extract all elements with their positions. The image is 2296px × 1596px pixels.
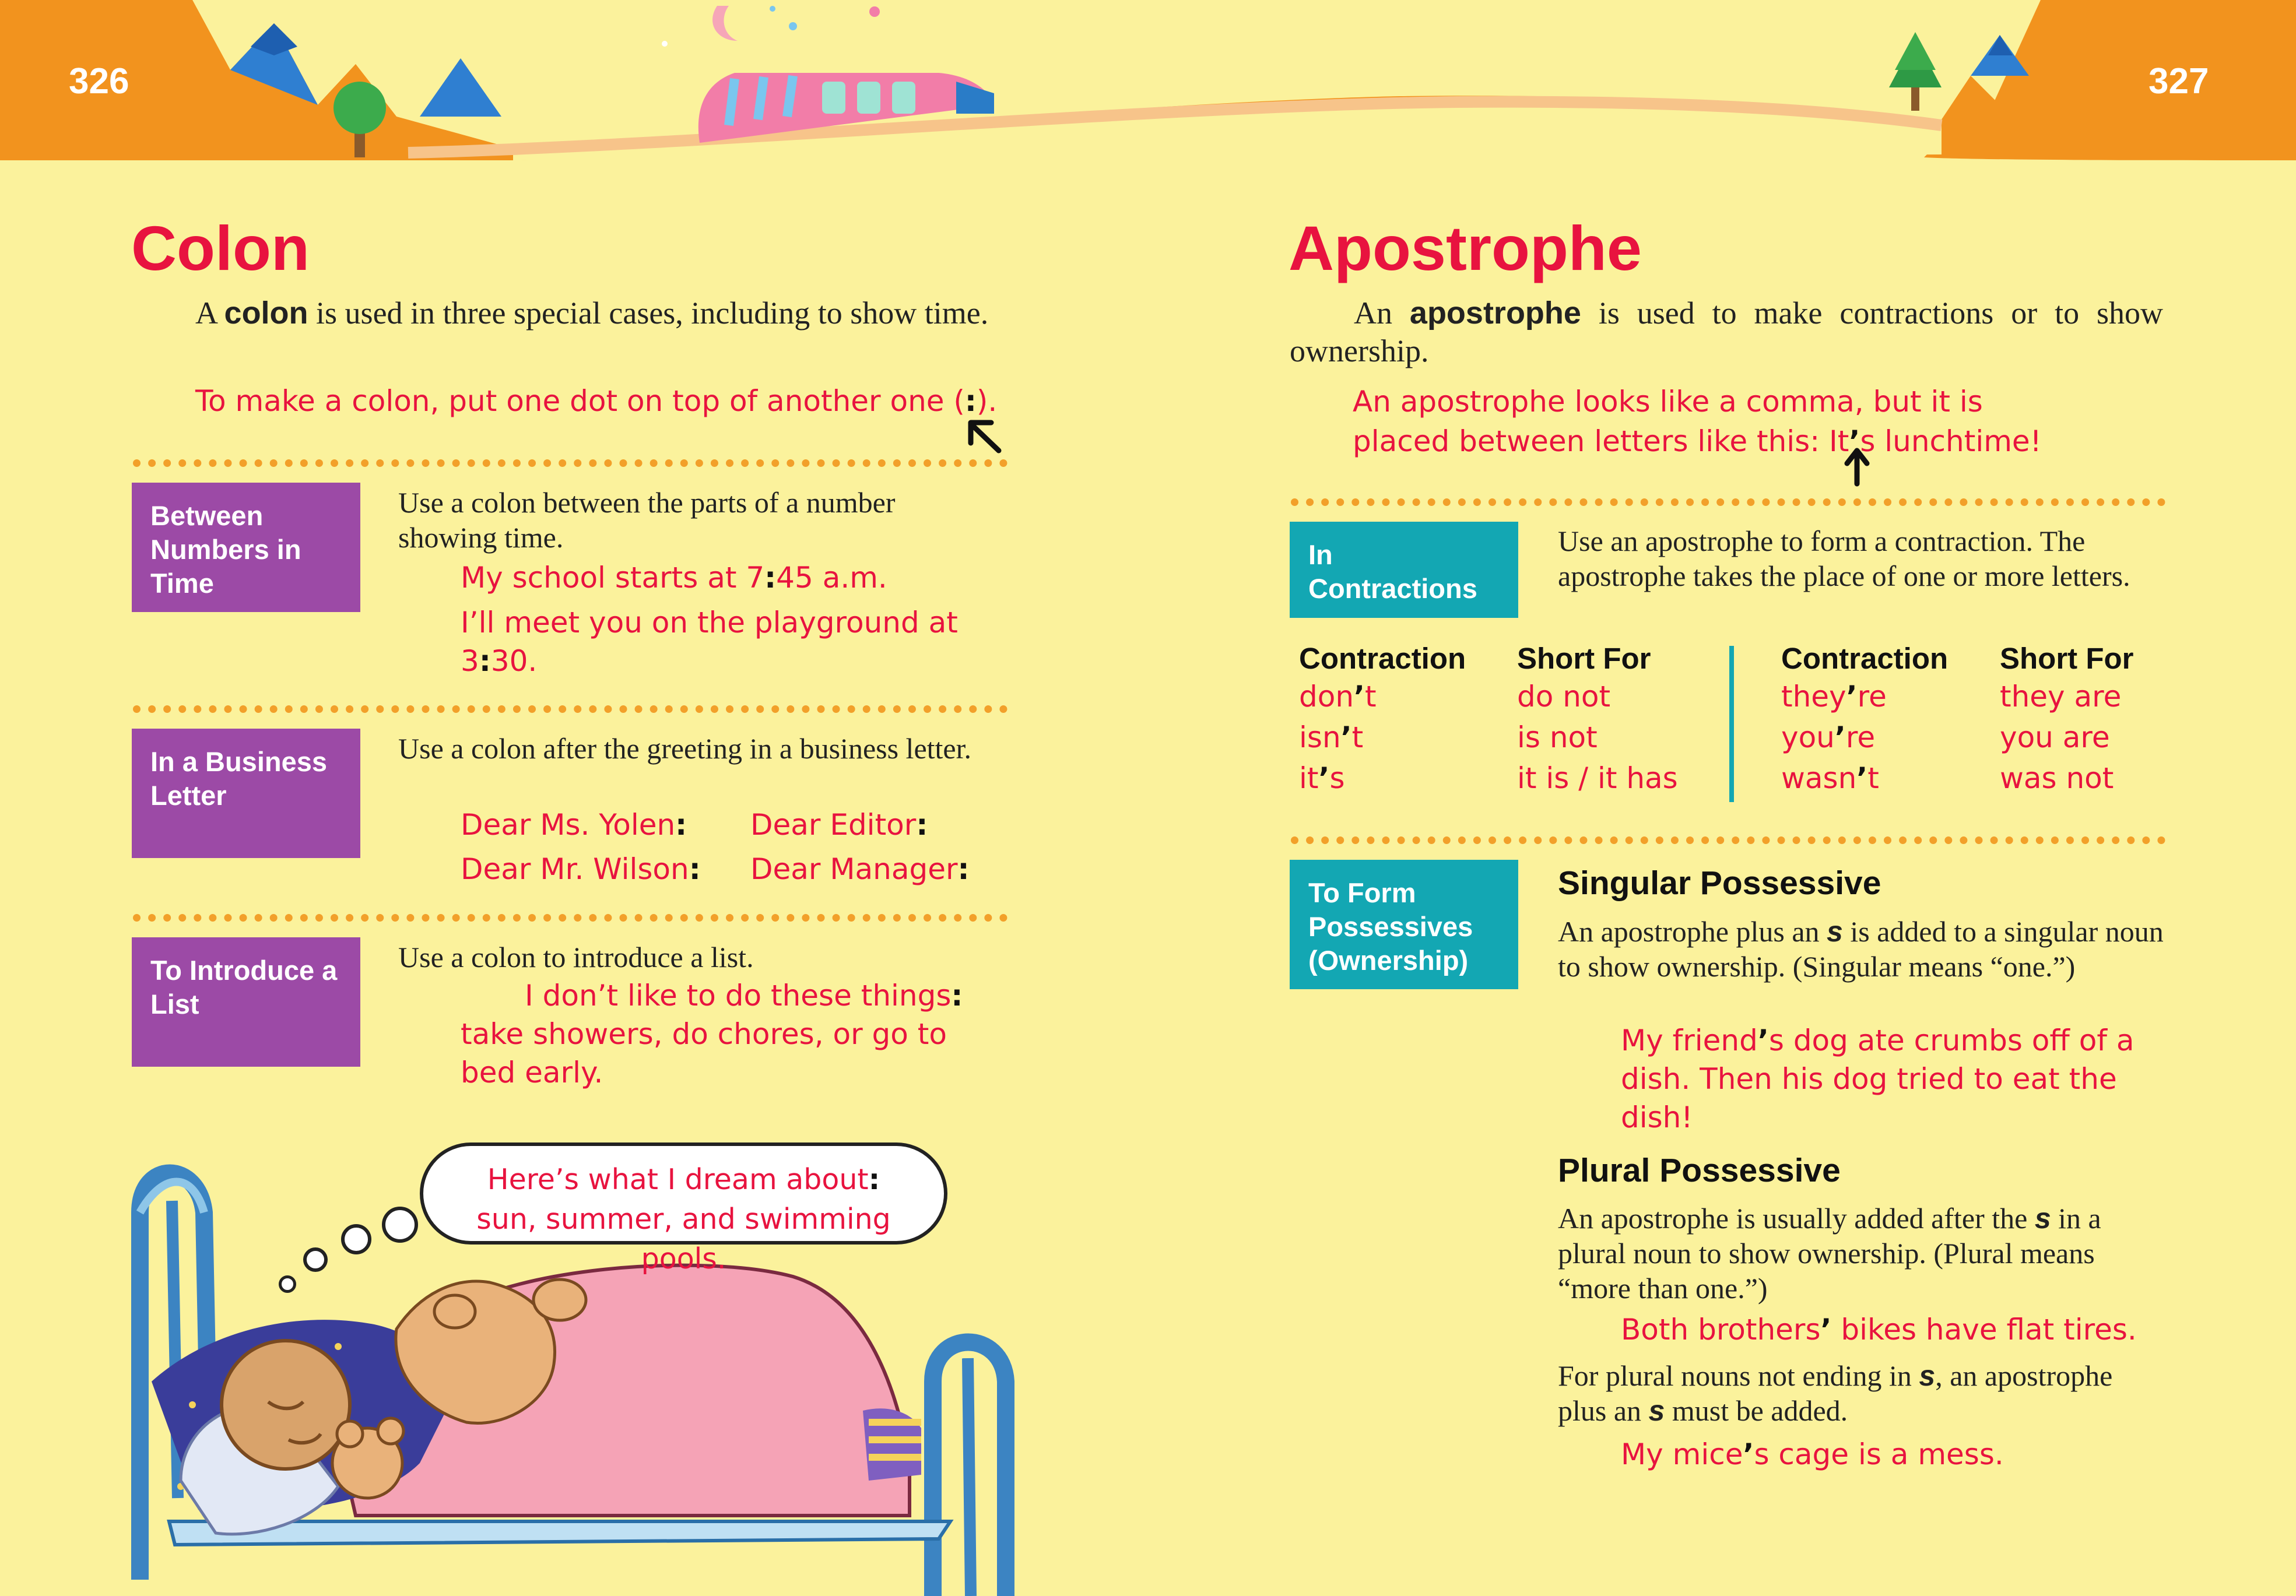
col-header-short-for: Short For	[2000, 642, 2134, 675]
plural-possessive-heading: Plural Possessive	[1558, 1152, 1841, 1189]
contraction-its: it’s	[1299, 761, 1345, 795]
apostrophe-tip: An apostrophe looks like a comma, but it is placed between letters like this: It’s lunchtime!	[1353, 385, 2042, 458]
thought-dot	[279, 1275, 296, 1293]
singular-possessive-example: My friend’s dog ate crumbs off of a dish. Then his dog tried to eat the dish!	[1621, 1024, 2134, 1134]
colon-tip: To make a colon, put one dot on top of another one (:).	[195, 384, 998, 418]
section-label-business-letter: In a Business Letter	[132, 729, 360, 858]
divider	[133, 459, 1007, 467]
contraction-youre: you’re	[1781, 720, 1876, 754]
divider	[133, 705, 1007, 713]
col-header-contraction: Contraction	[1299, 642, 1466, 675]
table-divider	[1729, 646, 1734, 802]
divider	[1291, 836, 2165, 844]
singular-possessive-text: An apostrophe plus an s is added to a singular noun to show ownership. (Singular means “one.”)	[1558, 915, 2164, 983]
short-for-was-not: was not	[2000, 761, 2114, 795]
header-decoration	[0, 0, 2296, 175]
colon-intro: A colon is used in three special cases, including to show time.	[195, 296, 989, 331]
thought-dot	[341, 1224, 371, 1254]
apostrophe-mark: ’	[1849, 424, 1860, 458]
section-label-possessives: To Form Possessives (Ownership)	[1290, 860, 1518, 989]
section-text-list: Use a colon to introduce a list.	[398, 941, 754, 973]
page-number-right: 327	[2148, 61, 2209, 101]
example-time-1: My school starts at 7:45 a.m.	[461, 561, 887, 595]
colon-title: Colon	[131, 213, 310, 283]
section-label-contractions: In Contractions	[1290, 522, 1518, 618]
plural-possessive-example: Both brothers’ bikes have flat tires.	[1621, 1313, 2137, 1347]
apostrophe-title: Apostrophe	[1289, 213, 1642, 283]
colon-term: colon	[224, 296, 308, 331]
thought-dot	[303, 1247, 328, 1272]
greeting-4: Dear Manager:	[750, 852, 970, 886]
section-text-contractions: Use an apostrophe to form a contraction. The apostrophe takes the place of one or more letters.	[1558, 525, 2130, 592]
plural-s-rule-text: For plural nouns not ending in s, an apostrophe plus an s must be added.	[1558, 1359, 2113, 1427]
section-text-letter: Use a colon after the greeting in a business letter.	[398, 732, 972, 765]
apostrophe-intro: An apostrophe is used to make contractions or to show ownership.	[1290, 296, 2163, 368]
short-for-do-not: do not	[1517, 680, 1611, 713]
greeting-2: Dear Editor:	[750, 808, 928, 842]
arrow-icon	[965, 417, 1006, 458]
example-time-2: I’ll meet you on the playground at 3:30.	[461, 606, 958, 678]
apostrophe-term: apostrophe	[1409, 296, 1581, 331]
arrow-icon	[1842, 446, 1872, 487]
bubble-text: Here’s what I dream about: sun, summer, and swimming pools.	[476, 1163, 891, 1275]
short-for-it-is: it is / it has	[1517, 761, 1678, 795]
contraction-isnt: isn’t	[1299, 720, 1364, 754]
contraction-theyre: they’re	[1781, 680, 1887, 713]
divider	[1291, 498, 2165, 506]
short-for-is-not: is not	[1517, 720, 1598, 754]
thought-dot	[382, 1207, 418, 1243]
singular-possessive-heading: Singular Possessive	[1558, 864, 1881, 902]
col-header-contraction: Contraction	[1781, 642, 1949, 675]
section-label-introduce-list: To Introduce a List	[132, 937, 360, 1067]
short-for-you-are: you are	[2000, 720, 2110, 754]
example-list: I don’t like to do these things: take showers, do chores, or go to bed early.	[461, 979, 963, 1089]
plural-possessive-text: An apostrophe is usually added after the s in a plural noun to show ownership. (Plural means “more than one.”)	[1558, 1202, 2101, 1305]
short-for-they-are: they are	[2000, 680, 2122, 713]
plural-s-example: My mice’s cage is a mess.	[1621, 1437, 2004, 1471]
col-header-short-for: Short For	[1517, 642, 1651, 675]
contraction-dont: don’t	[1299, 680, 1377, 713]
greeting-1: Dear Ms. Yolen:	[461, 808, 687, 842]
greeting-3: Dear Mr. Wilson:	[461, 852, 701, 886]
page-number-left: 326	[69, 61, 129, 101]
contraction-wasnt: wasn’t	[1781, 761, 1879, 795]
section-label-between-numbers: Between Numbers in Time	[132, 483, 360, 612]
section-text-time: Use a colon between the parts of a number showing time.	[398, 486, 896, 554]
colon-mark: :	[964, 384, 977, 418]
divider	[133, 914, 1007, 922]
